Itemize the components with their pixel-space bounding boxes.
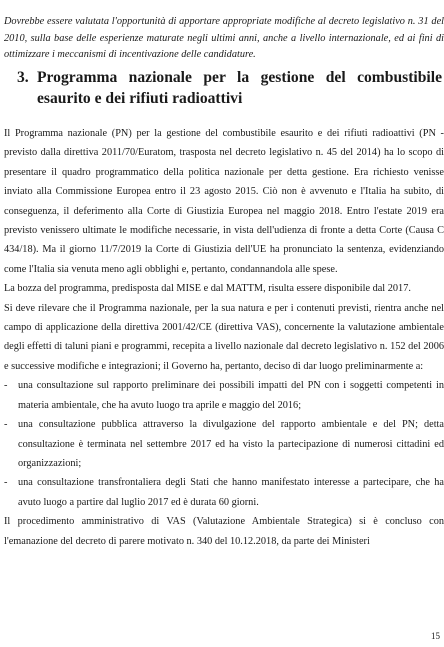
list-item-text: una consultazione pubblica attraverso la divulgazione del rapporto ambientale e del PN; detta consultazione è terminata nel settembre 2017 ed ha visto la partecipazione di numerosi cittadini ed organizzazioni; (18, 419, 444, 469)
paragraph-2: La bozza del programma, predisposta dal MISE e dal MATTM, risulta essere disponibile dal 2017. (4, 283, 411, 295)
consultation-list (4, 376, 444, 512)
list-dash: - (4, 380, 8, 392)
paragraph-3: Si deve rilevare che il Programma nazionale, per la sua natura e per i contenuti previsti, rientra anche nel campo di applicazione della direttiva 2001/42/CE (direttiva VAS), concernente la valutazione ambientale degli effetti di taluni piani e programmi, recepita a livello nazionale dal decreto legislativo n. 152 del 2006 e successive modifiche e integrazioni; il Governo ha, pertanto, deciso di dar luogo preliminarmente a: (4, 302, 444, 372)
page-number: 15 (431, 631, 440, 641)
list-item (4, 376, 444, 415)
list-item (4, 415, 444, 473)
list-dash: - (4, 477, 8, 489)
list-item-text: una consultazione transfrontaliera degli Stati che hanno manifestato interesse a partecipare, che ha avuto luogo a partire dal luglio 2017 ed è durata 60 giorni. (18, 477, 444, 508)
list-item-text: una consultazione sul rapporto preliminare dei possibili impatti del PN con i soggetti competenti in materia ambientale, che ha avuto luogo tra aprile e maggio del 2016; (18, 380, 444, 411)
body-text (4, 124, 444, 551)
paragraph-4: Il procedimento amministrativo di VAS (Valutazione Ambientale Strategica) si è concluso con l'emanazione del decreto di parere motivato n. 340 del 10.12.2018, da parte dei Ministeri (4, 516, 444, 547)
section-number: 3. (17, 69, 29, 86)
list-item (4, 473, 444, 512)
section-heading (17, 68, 442, 109)
paragraph-1: Il Programma nazionale (PN) per la gestione del combustibile esaurito e dei rifiuti radioattivi (PN - previsto dalla direttiva 2011/70/Euratom, trasposta nel decreto legislativo n. 45 del 2014) ha lo scopo di presentare il quadro programmatico della politica nazionale per detta gestione. Era richiesto venisse inviato alla Commissione Europea entro il 23 agosto 2015. Ciò non è avvenuto e l'Italia ha subito, di conseguenza, il deferimento alla Corte di Giustizia Europea nel maggio 2018. Entro l'estate 2019 era previsto venissero ultimate le modifiche necessarie, in vista dell'udienza di fronte a detta Corte (Causa C 434/18). Ma il giorno 11/7/2019 la Corte di Giustizia dell'UE ha pronunciato la sentenza, evidenziando come l'Italia sia venuta meno agli obblighi e, pertanto, condannandola alle spese. (4, 128, 444, 275)
list-dash: - (4, 419, 8, 431)
section-title: Programma nazionale per la gestione del combustibile esaurito e dei rifiuti radioattivi (37, 69, 442, 107)
intro-italic-paragraph: Dovrebbe essere valutata l'opportunità di apportare appropriate modifiche al decreto legislativo n. 31 del 2010, sulla base delle esperienze maturate negli ultimi anni, anche a livello internazionale, ed ai fini di ottimizzare i meccanismi di incentivazione delle candidature. (4, 16, 444, 61)
